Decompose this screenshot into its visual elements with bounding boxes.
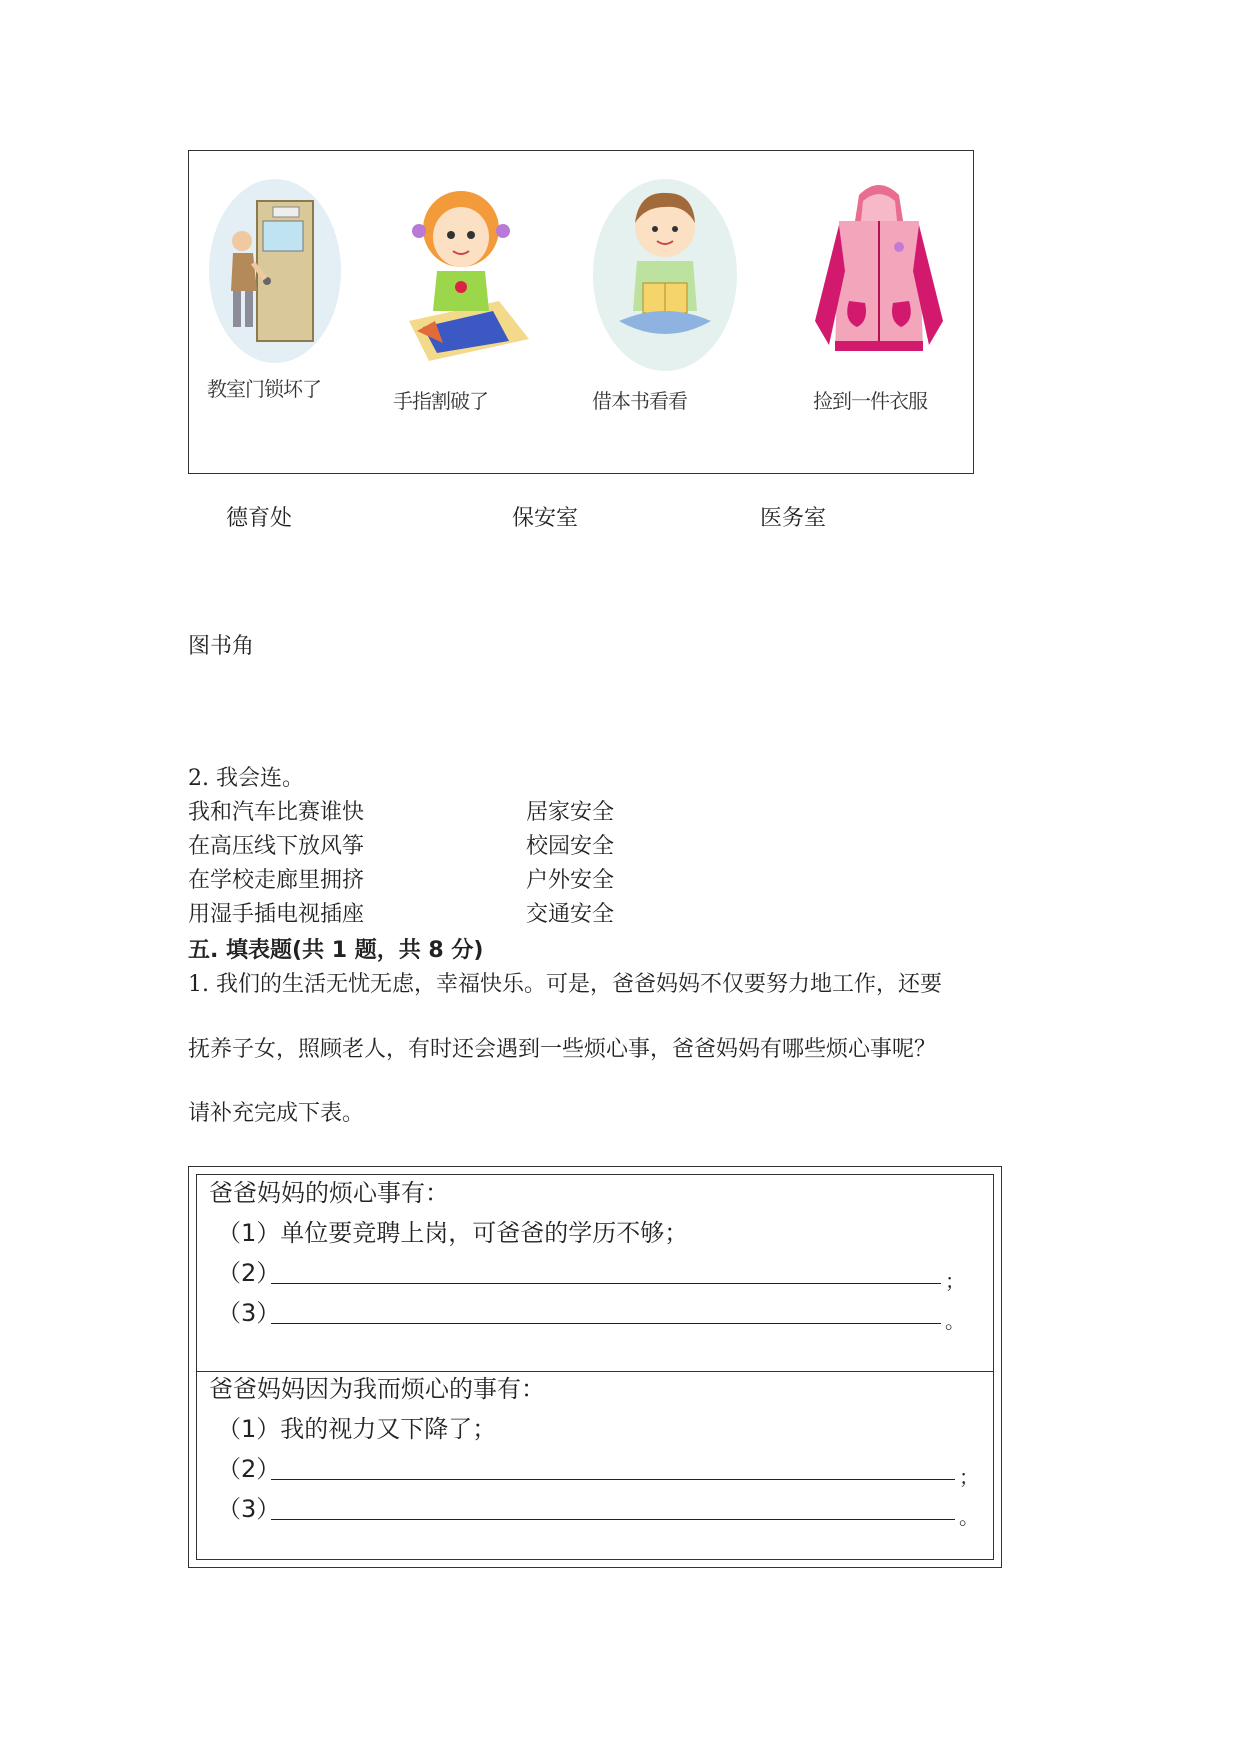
match-right-item: 户外安全 (526, 868, 615, 893)
table-divider (197, 1371, 993, 1372)
match-left-item: 我和汽车比赛谁快 (188, 800, 365, 825)
picture-caption: 借本书看看 (592, 389, 687, 413)
fill-in-table (188, 1166, 1002, 1568)
table-section-title: 爸爸妈妈因为我而烦心的事有： (209, 1375, 545, 1403)
question-text: 请补充完成下表。 (188, 1101, 365, 1126)
table-item-label: （2） (217, 1455, 281, 1483)
picture-caption: 捡到一件衣服 (813, 389, 927, 413)
answer-blank[interactable] (271, 1283, 941, 1284)
question-title: 2. 我会连。 (188, 766, 304, 791)
table-item: （1）我的视力又下降了； (217, 1415, 497, 1443)
table-inner-border (196, 1174, 994, 1560)
match-left-item: 用湿手插电视插座 (188, 902, 365, 927)
answer-blank[interactable] (271, 1323, 941, 1324)
answer-blank[interactable] (271, 1519, 955, 1520)
table-item-label: （3） (217, 1299, 281, 1327)
table-section-title: 爸爸妈妈的烦心事有： (209, 1179, 449, 1207)
picture-caption: 手指割破了 (393, 389, 488, 413)
match-right-item: 交通安全 (526, 902, 615, 927)
boy-reading-illustration (589, 171, 749, 371)
match-left-item: 在高压线下放风筝 (188, 834, 365, 859)
picture-caption: 教室门锁坏了 (207, 377, 321, 401)
match-right-item: 校园安全 (526, 834, 615, 859)
picture-panel (188, 150, 974, 474)
table-item-punct: ； (959, 1465, 979, 1489)
table-item-label: （3） (217, 1495, 281, 1523)
broken-door-lock-illustration (197, 171, 357, 371)
place-label: 图书角 (188, 634, 255, 659)
table-item-label: （2） (217, 1259, 281, 1287)
question-text: 抚养子女，照顾老人，有时还会遇到一些烦心事，爸爸妈妈有哪些烦心事呢？ (188, 1037, 937, 1062)
table-item-punct: 。 (959, 1505, 979, 1529)
place-label: 医务室 (760, 506, 827, 531)
table-item-punct: 。 (945, 1309, 965, 1333)
place-label: 德育处 (226, 506, 293, 531)
cut-finger-girl-illustration (389, 171, 549, 371)
match-right-item: 居家安全 (526, 800, 615, 825)
question-text: 1. 我们的生活无忧无虑，幸福快乐。可是，爸爸妈妈不仅要努力地工作，还要 (188, 972, 942, 997)
pink-jacket-illustration (799, 171, 959, 371)
answer-blank[interactable] (271, 1479, 955, 1480)
section-heading: 五. 填表题(共 1 题，共 8 分) (188, 938, 484, 963)
table-item-punct: ； (945, 1269, 965, 1293)
table-item: （1）单位要竞聘上岗，可爸爸的学历不够； (217, 1219, 689, 1247)
place-label: 保安室 (512, 506, 579, 531)
match-left-item: 在学校走廊里拥挤 (188, 868, 365, 893)
